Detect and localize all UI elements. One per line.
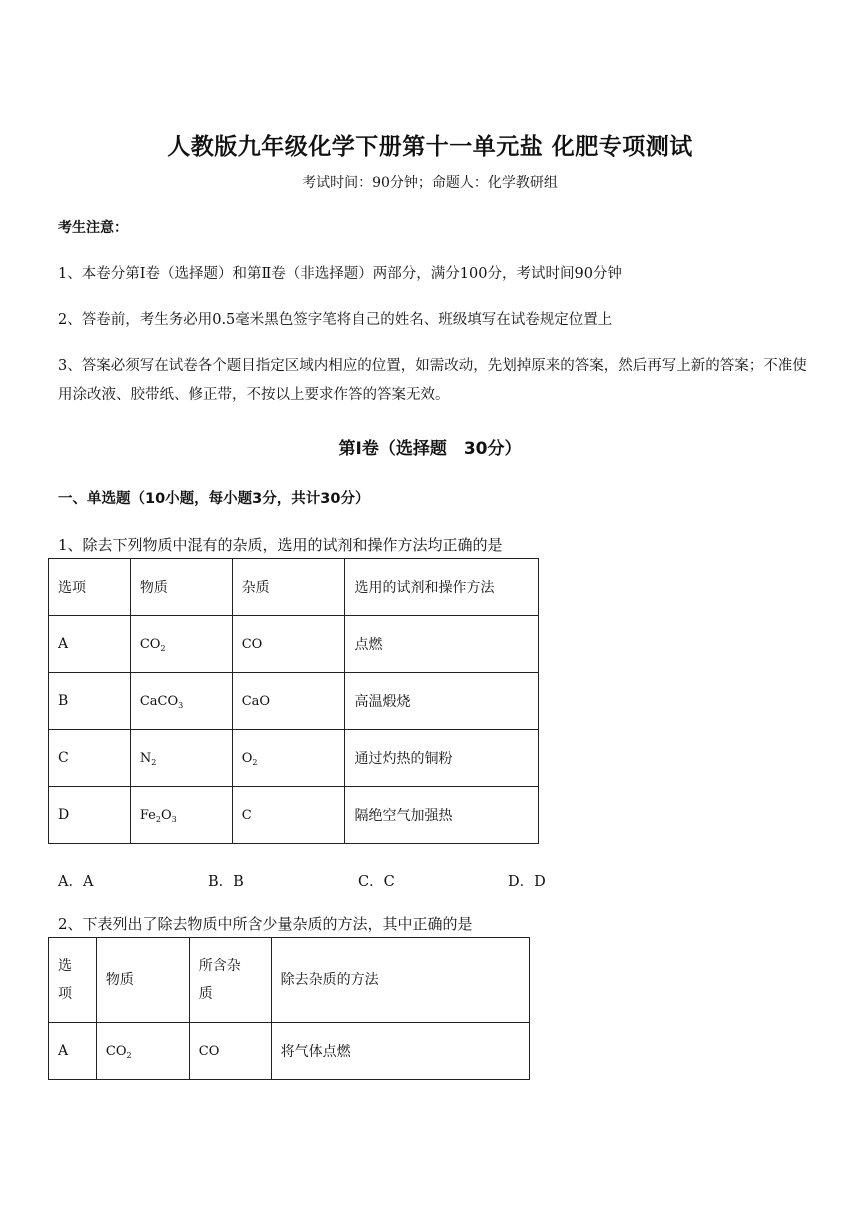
header-cell-option: 选 项 — [49, 938, 97, 1023]
header-cell-method: 除去杂质的方法 — [271, 938, 529, 1023]
cell-method: 将气体点燃 — [271, 1023, 529, 1080]
cell-option: C — [49, 730, 131, 787]
table-row — [49, 1023, 530, 1080]
cell-method: 高温煅烧 — [345, 673, 539, 730]
cell-substance: $CO_2$ — [96, 1023, 189, 1080]
page-title: 人教版九年级化学下册第十一单元盐 化肥专项测试 — [167, 134, 693, 160]
cell-impurity: C — [232, 787, 345, 844]
option-c[interactable]: C．C — [358, 874, 395, 890]
cell-substance: CaCO$_3$ — [130, 673, 232, 730]
cell-method: 点燃 — [345, 616, 539, 673]
option-a[interactable]: A．A — [58, 874, 94, 890]
header-cell-option: 选项 — [49, 559, 131, 616]
table-row — [49, 673, 539, 730]
table-row — [49, 730, 539, 787]
notice-heading: 考生注意： — [58, 220, 128, 236]
header-cell-method: 选用的试剂和操作方法 — [345, 559, 539, 616]
cell-impurity: $O_2$ — [232, 730, 345, 787]
question-1-stem: 1、除去下列物质中混有的杂质，选用的试剂和操作方法均正确的是 — [58, 536, 503, 554]
cell-option: A — [49, 616, 131, 673]
option-d[interactable]: D．D — [508, 874, 546, 890]
notice-item-1: 1、本卷分第Ⅰ卷（选择题）和第Ⅱ卷（非选择题）两部分，满分100分，考试时间90分钟 — [58, 266, 622, 282]
question-2-table — [48, 937, 530, 1080]
notice-item-3: 3、答案必须写在试卷各个题目指定区域内相应的位置，如需改动，先划掉原来的答案，然后再写上新的答案；不准使用涂改液、胶带纸、修正带，不按以上要求作答的答案无效。 — [58, 358, 807, 403]
cell-impurity: CO — [189, 1023, 271, 1080]
table-row — [49, 787, 539, 844]
cell-method: 隔绝空气加强热 — [345, 787, 539, 844]
table-header-row — [49, 938, 530, 1023]
question-1-table — [48, 558, 539, 844]
cell-substance: $N_2$ — [130, 730, 232, 787]
cell-impurity: CO — [232, 616, 345, 673]
section-title: 第Ⅰ卷（选择题 30分） — [338, 439, 522, 459]
part-heading: 一、单选题（10小题，每小题3分，共计30分） — [58, 491, 370, 507]
header-cell-impurity: 杂质 — [232, 559, 345, 616]
cell-method: 通过灼热的铜粉 — [345, 730, 539, 787]
cell-option: B — [49, 673, 131, 730]
table-row — [49, 616, 539, 673]
cell-impurity: CaO — [232, 673, 345, 730]
header-cell-impurity: 所含杂 质 — [189, 938, 271, 1023]
cell-substance: $Fe_2O_3$ — [130, 787, 232, 844]
cell-substance: $CO_2$ — [130, 616, 232, 673]
header-cell-substance: 物质 — [130, 559, 232, 616]
cell-option: A — [49, 1023, 97, 1080]
table-header-row — [49, 559, 539, 616]
notice-item-2: 2、答卷前，考生务必用0.5毫米黑色签字笔将自己的姓名、班级填写在试卷规定位置上 — [58, 312, 613, 328]
exam-info: 考试时间：90分钟；命题人：化学教研组 — [302, 175, 558, 191]
cell-option: D — [49, 787, 131, 844]
header-cell-substance: 物质 — [96, 938, 189, 1023]
question-2-stem: 2、下表列出了除去物质中所含少量杂质的方法，其中正确的是 — [58, 915, 473, 933]
option-b[interactable]: B．B — [208, 874, 244, 890]
